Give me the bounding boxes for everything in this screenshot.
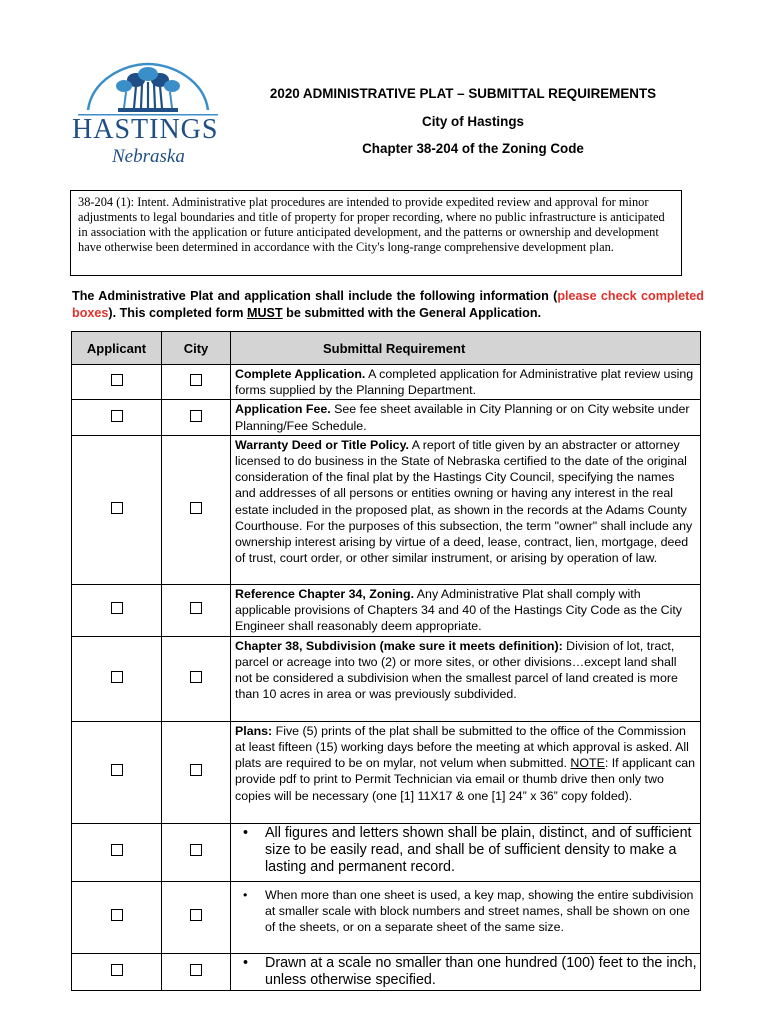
city-cell [162,823,231,881]
table-row [72,365,701,400]
applicant-cell [72,435,162,584]
fountain-icon [68,60,228,118]
requirement-text: All figures and letters shown shall be plain, distinct, and of sufficient size to be easily read, and shall be of sufficient density to make a lasting and permanent record. [265,824,692,875]
requirement-cell [231,953,701,990]
document-city: City of Hastings [422,114,524,129]
requirement-text: A completed application for Administrative plat review using forms supplied by the Planning Department. [235,367,694,398]
requirement-cell [231,881,701,953]
header-applicant: Applicant [72,332,162,365]
applicant-checkbox[interactable] [111,764,123,776]
requirement-title: Reference Chapter 34, Zoning. [235,586,415,601]
city-checkbox[interactable] [190,671,202,683]
requirement-text: Five (5) prints of the plat shall be submitted to the office of the Commission at least fifteen (15) working days before the meeting at which approval is asked. All plats are required to be on mylar, not velum when submitted. [235,723,689,771]
applicant-cell [72,881,162,953]
city-checkbox[interactable] [190,410,202,422]
applicant-cell [72,584,162,636]
requirement-text: Drawn at a scale no smaller than one hundred (100) feet to the inch, unless otherwise specified. [265,954,697,988]
city-checkbox[interactable] [190,374,202,386]
requirement-cell [231,823,701,881]
document-chapter: Chapter 38-204 of the Zoning Code [362,141,584,156]
applicant-checkbox[interactable] [111,374,123,386]
city-checkbox[interactable] [190,502,202,514]
applicant-checkbox[interactable] [111,964,123,976]
city-cell [162,400,231,435]
table-row [72,584,701,636]
applicant-checkbox[interactable] [111,909,123,921]
table-row [72,823,701,881]
requirement-cell [231,636,701,721]
table-row [72,400,701,435]
logo-city-name: HASTINGS [72,114,219,145]
table-row [72,636,701,721]
instructions-must: MUST [246,306,283,320]
requirement-title: Complete Application. [235,367,366,381]
requirement-cell [231,400,701,435]
instructions-text-2: ). This completed form [108,306,247,320]
requirements-table [71,331,701,991]
requirement-title: Warranty Deed or Title Policy. [235,437,409,452]
requirement-note: NOTE [570,756,605,771]
city-checkbox[interactable] [190,764,202,776]
city-checkbox[interactable] [190,844,202,856]
city-cell [162,584,231,636]
applicant-cell [72,365,162,400]
applicant-checkbox[interactable] [111,502,123,514]
instructions-text-1: The Administrative Plat and application shall include the following information ( [72,289,558,303]
bullet: • [243,954,249,971]
table-row [72,721,701,823]
city-checkbox[interactable] [190,602,202,614]
requirement-cell [231,721,701,823]
city-cell [162,721,231,823]
city-cell [162,365,231,400]
document-title: 2020 ADMINISTRATIVE PLAT – SUBMITTAL REQUIREMENTS [269,86,657,101]
requirement-text: See fee sheet available in City Planning or on City website under Planning/Fee Schedule. [235,402,690,433]
applicant-checkbox[interactable] [111,602,123,614]
hastings-logo [68,60,228,168]
requirement-text: A report of title given by an abstracter or attorney licensed to do business in the State of Nebraska certified to the date of the original consideration of the final plat by the Hastings City Council, specifying the names and addresses of all persons or entities owning or having any interest in the real estate included in the proposed plat, as shown in the records at the Adams County Courthouse. For the purposes of this subsection, the term "owner" shall include any ownership interest arising by virtue of a deed, lease, contract, lien, mortgage, deed of trust, court order, or other similar instrument, or arising by operation of law. [235,437,693,566]
requirement-text: When more than one sheet is used, a key map, showing the entire subdivision at smaller scale with block numbers and street names, shall be shown on one of the sheets, or on a separate sheet of the same size. [265,887,694,935]
header-city: City [162,332,231,365]
applicant-cell [72,953,162,990]
requirement-text: : If applicant can provide pdf to print to Permit Technician via email or thumb drive then only two copies will be necessary (one [1] 11X17 & one [1] 24” x 36” copy folded). [235,756,696,803]
applicant-cell [72,823,162,881]
bullet: • [243,887,248,902]
applicant-checkbox[interactable] [111,844,123,856]
bullet: • [243,824,249,841]
applicant-checkbox[interactable] [111,410,123,422]
table-row [72,435,701,584]
city-cell [162,636,231,721]
instructions [72,288,704,322]
logo-state-name: Nebraska [112,146,185,167]
header-requirement: Submittal Requirement [231,332,701,365]
requirement-cell [231,435,701,584]
applicant-cell [72,400,162,435]
instructions-text-3: be submitted with the General Application. [282,306,542,320]
requirement-title: Application Fee. [235,402,331,417]
city-cell [162,435,231,584]
intent-box: 38-204 (1): Intent. Administrative plat procedures are intended to provide expedited review and approval for minor adjustments to legal boundaries and title of property for proper recording, where no public infrastructure is anticipated in association with the application or future anticipated development, and the patterns or ownership and development have otherwise been determined in accordance with the City's long-range comprehensive development plan. [70,190,682,276]
applicant-checkbox[interactable] [111,671,123,683]
requirement-cell [231,365,701,400]
requirement-title: Plans: [235,723,273,738]
table-header-row [72,332,701,365]
table-row [72,881,701,953]
requirement-title: Chapter 38, Subdivision (make sure it meets definition): [235,638,563,653]
city-cell [162,953,231,990]
applicant-cell [72,636,162,721]
applicant-cell [72,721,162,823]
city-cell [162,881,231,953]
requirement-text: Division of lot, tract, parcel or acreage into two (2) or more sites, or other divisions…except land shall not be considered a subdivision when the smallest parcel of land created is more than 10 acres in area or was previously subdivided. [235,638,678,702]
instructions-highlight: please check completed boxes [72,289,704,320]
city-checkbox[interactable] [190,964,202,976]
city-checkbox[interactable] [190,909,202,921]
requirement-text: Any Administrative Plat shall comply with applicable provisions of Chapters 34 and 40 of the Hastings City Code as the City Engineer shall reasonably deem appropriate. [235,586,683,634]
requirement-cell [231,584,701,636]
table-row [72,953,701,990]
